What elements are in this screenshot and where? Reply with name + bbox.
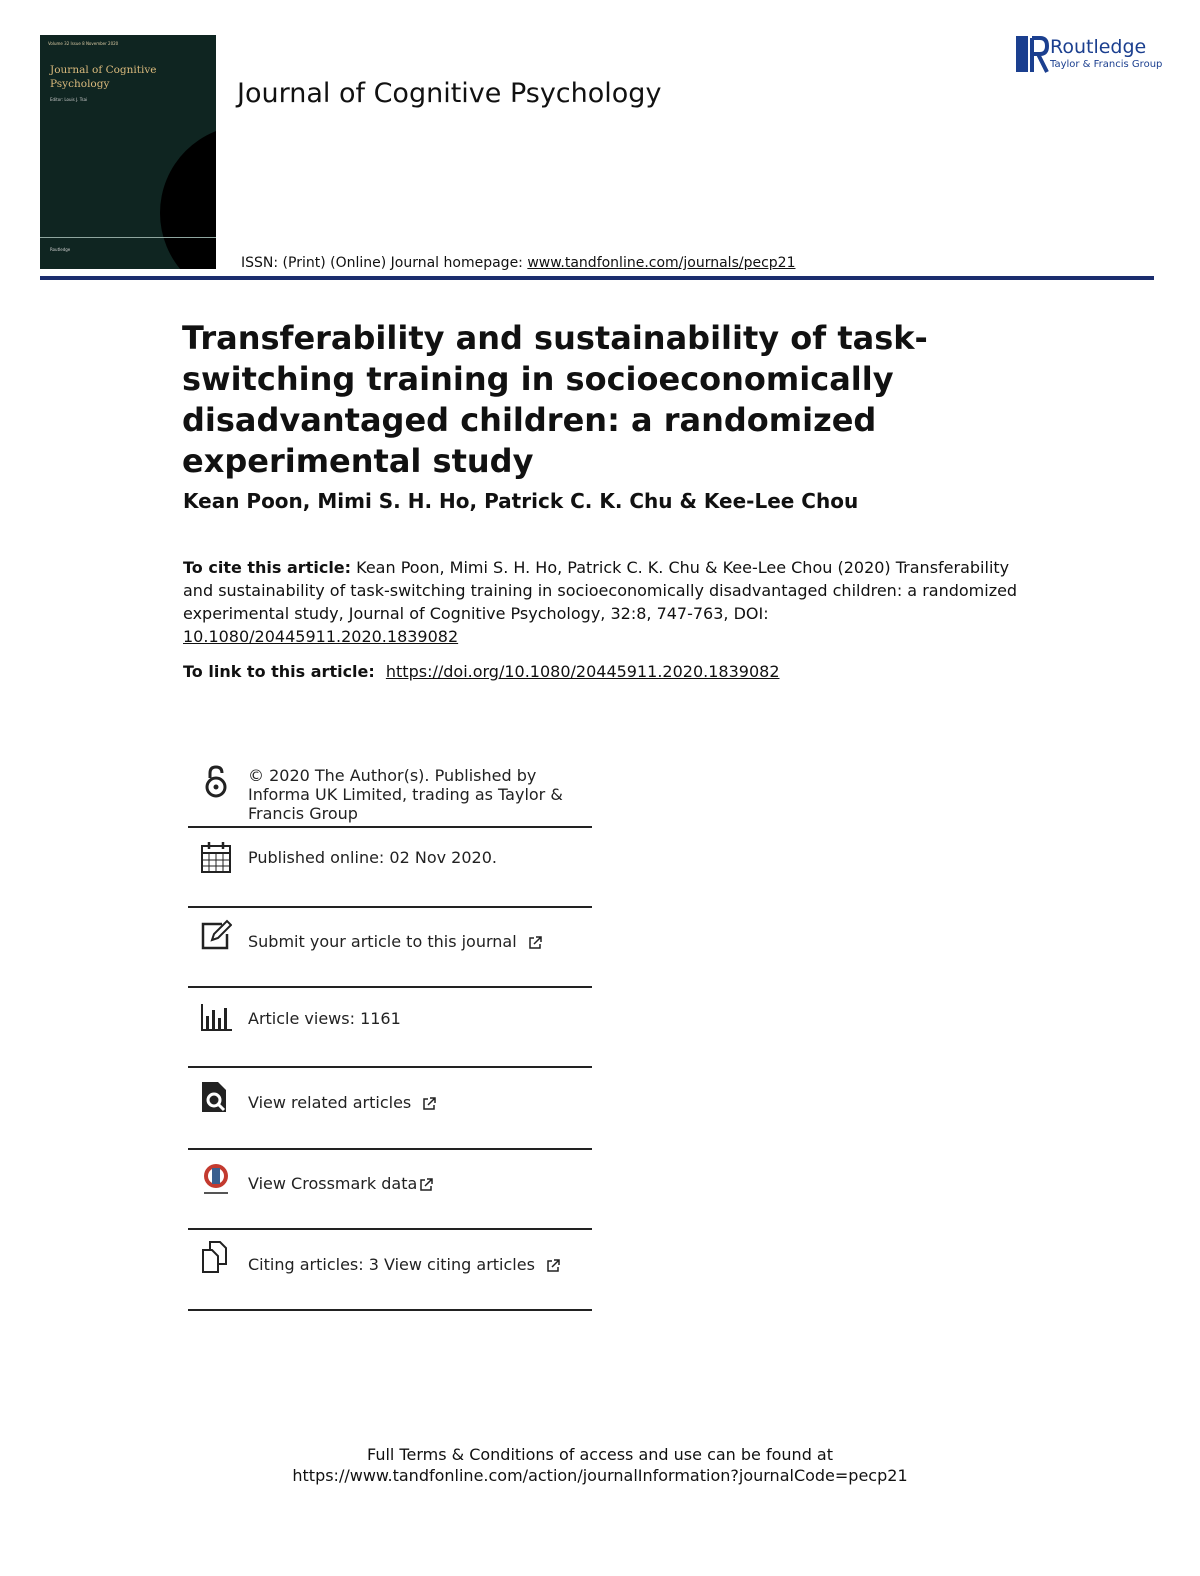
cover-publisher: Routledge — [50, 247, 71, 252]
cover-title: Journal of Cognitive Psychology — [50, 64, 157, 90]
article-link-line — [183, 662, 780, 681]
submit-item[interactable] — [188, 908, 592, 986]
external-link-icon — [419, 1178, 433, 1192]
publisher-name: Routledge — [1050, 36, 1147, 58]
related-item[interactable] — [188, 1068, 592, 1148]
article-url-link[interactable]: https://doi.org/10.1080/20445911.2020.1839082 — [385, 662, 780, 681]
published-date-text: Published online: 02 Nov 2020. — [248, 848, 497, 867]
publisher-group: Taylor & Francis Group — [1050, 59, 1163, 70]
citation-label: To cite this article: — [183, 558, 352, 577]
citing-item[interactable] — [188, 1230, 592, 1310]
crossmark-link[interactable]: View Crossmark data — [248, 1174, 418, 1193]
header-divider — [40, 276, 1154, 280]
cover-divider — [40, 237, 216, 238]
copyright-text: © 2020 The Author(s). Published by Informa UK Limited, trading as Taylor & Francis Group — [248, 766, 563, 823]
submit-article-link[interactable]: Submit your article to this journal — [248, 932, 517, 951]
external-link-icon — [528, 936, 542, 950]
doi-link[interactable]: 10.1080/20445911.2020.1839082 — [183, 627, 459, 646]
footer-terms-text: Full Terms & Conditions of access and use can be found at — [366, 1445, 834, 1464]
crossmark-item[interactable] — [188, 1150, 592, 1228]
external-link-icon — [546, 1259, 560, 1273]
published-item — [188, 828, 592, 906]
article-authors: Kean Poon, Mimi S. H. Ho, Patrick C. K. Chu & Kee-Lee Chou — [183, 489, 859, 513]
cover-circle-graphic — [160, 125, 216, 269]
info-divider — [188, 1309, 592, 1311]
article-title: Transferability and sustainability of task-switching training in socioeconomically disadvantaged children: a randomized experimental study — [182, 319, 928, 480]
footer — [0, 1444, 1200, 1486]
citation-block — [183, 556, 1023, 648]
link-label: To link to this article: — [183, 662, 375, 681]
document-search-icon — [200, 1080, 232, 1114]
copy-documents-icon — [200, 1240, 232, 1274]
journal-cover — [40, 35, 216, 269]
cover-editor: Editor: Louis J. Tsai — [50, 97, 88, 102]
edit-icon — [200, 918, 232, 952]
issn-line — [241, 255, 795, 271]
cover-issue-line: Volume 32 Issue 8 November 2020 — [48, 41, 119, 46]
open-access-icon — [200, 764, 232, 798]
external-link-icon — [422, 1097, 436, 1111]
issn-text: ISSN: (Print) (Online) Journal homepage: — [241, 255, 528, 271]
citation-text: Kean Poon, Mimi S. H. Ho, Patrick C. K. Chu & Kee-Lee Chou (2020) Transferability and sustainability of task-switching training in socioeconomically disadvantaged children: a randomized experimental study, Journal of Cognitive Psychology, 32:8, 747-763, DOI: — [183, 558, 1018, 623]
journal-homepage-link[interactable]: www.tandfonline.com/journals/pecp21 — [527, 255, 796, 271]
bar-chart-icon — [200, 1000, 232, 1034]
crossmark-icon — [200, 1162, 232, 1196]
journal-title: Journal of Cognitive Psychology — [237, 78, 662, 109]
open-access-item — [188, 756, 592, 826]
footer-terms-url[interactable]: https://www.tandfonline.com/action/journalInformation?journalCode=pecp21 — [292, 1466, 908, 1485]
article-views-text: Article views: 1161 — [248, 1009, 401, 1028]
views-item — [188, 988, 592, 1066]
citing-articles-link[interactable]: Citing articles: 3 View citing articles — [248, 1255, 535, 1274]
related-articles-link[interactable]: View related articles — [248, 1093, 412, 1112]
calendar-icon — [200, 840, 232, 874]
